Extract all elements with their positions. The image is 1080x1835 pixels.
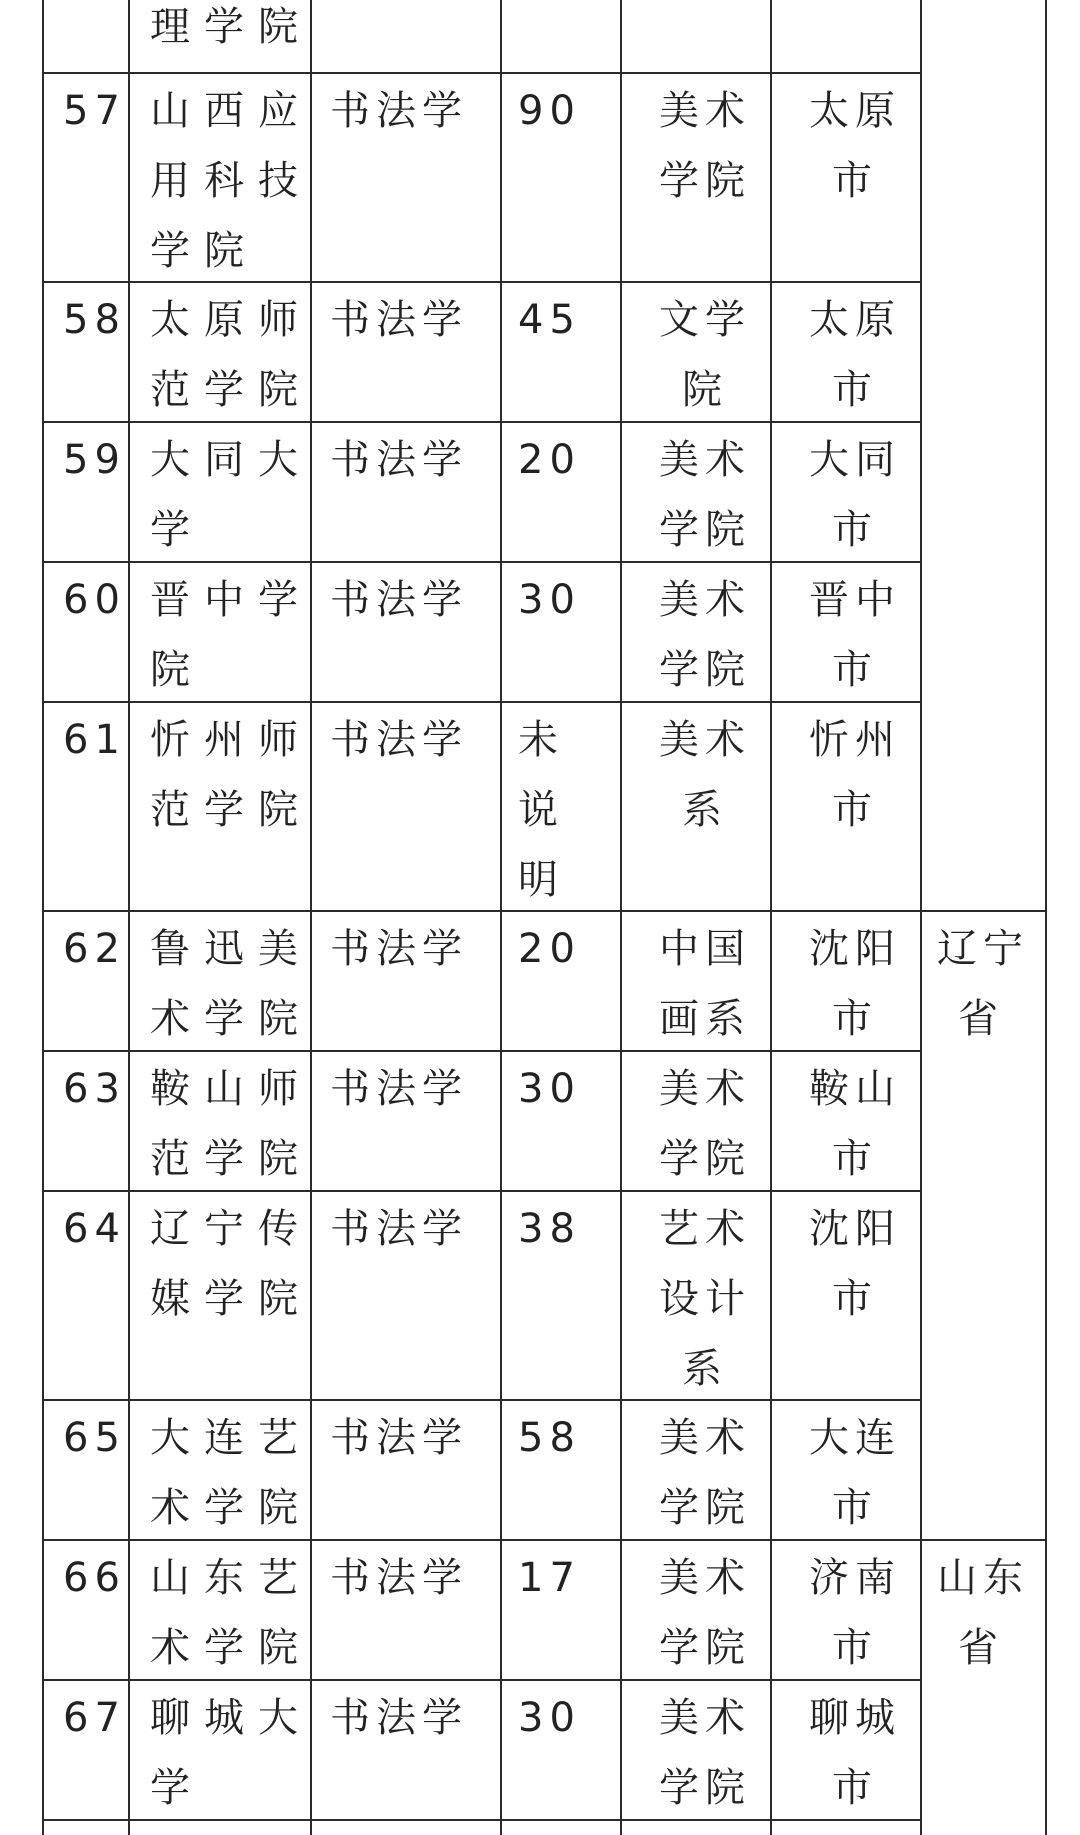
city-cell: 晋中 市 bbox=[809, 577, 901, 693]
school-name-cell: 辽宁传 媒学院 bbox=[150, 1206, 312, 1322]
major-cell: 书法学 bbox=[330, 297, 468, 343]
col-line-right bbox=[1045, 0, 1047, 1835]
department-cell: 美术 系 bbox=[659, 717, 751, 833]
quota-cell: 20 bbox=[518, 437, 581, 483]
province-cell: 辽宁 省 bbox=[937, 926, 1029, 1042]
quota-cell: 38 bbox=[518, 1206, 581, 1252]
col-line-5 bbox=[770, 0, 772, 1835]
quota-cell: 30 bbox=[518, 1695, 581, 1741]
department-cell: 美术 学院 bbox=[659, 437, 751, 553]
school-name-cell: 晋中学 院 bbox=[150, 577, 312, 693]
quota-cell: 58 bbox=[518, 1415, 581, 1461]
province-cell: 山东 省 bbox=[937, 1555, 1029, 1671]
row-number-cell: 67 bbox=[63, 1695, 126, 1741]
city-cell: 聊城 市 bbox=[809, 1695, 901, 1811]
department-cell: 美术 学院 bbox=[659, 577, 751, 693]
row-number-cell: 66 bbox=[63, 1555, 126, 1601]
province-line bbox=[920, 910, 1047, 912]
major-cell: 书法学 bbox=[330, 1695, 468, 1741]
quota-cell: 30 bbox=[518, 577, 581, 623]
row-number-cell: 59 bbox=[63, 437, 126, 483]
row-number-cell: 57 bbox=[63, 88, 126, 134]
quota-cell: 未 说 明 bbox=[518, 717, 564, 903]
row-number-cell: 58 bbox=[63, 297, 126, 343]
city-cell: 大同 市 bbox=[809, 437, 901, 553]
school-name-cell: 忻州师 范学院 bbox=[150, 717, 312, 833]
major-cell: 书法学 bbox=[330, 717, 468, 763]
school-name-cell: 鲁迅美 术学院 bbox=[150, 926, 312, 1042]
department-cell: 美术 学院 bbox=[659, 88, 751, 204]
row-number-cell: 61 bbox=[63, 717, 126, 763]
major-cell: 书法学 bbox=[330, 88, 468, 134]
school-name-cell: 理学院 bbox=[150, 4, 312, 50]
city-cell: 忻州 市 bbox=[809, 717, 901, 833]
col-line-3 bbox=[500, 0, 502, 1835]
school-name-cell: 大连艺 术学院 bbox=[150, 1415, 312, 1531]
row-line bbox=[42, 910, 920, 912]
city-cell: 鞍山 市 bbox=[809, 1066, 901, 1182]
row-number-cell: 63 bbox=[63, 1066, 126, 1112]
quota-cell: 90 bbox=[518, 88, 581, 134]
major-cell: 书法学 bbox=[330, 1415, 468, 1461]
city-cell: 沈阳 市 bbox=[809, 926, 901, 1042]
province-line bbox=[920, 1539, 1047, 1541]
department-cell: 文学 院 bbox=[659, 297, 751, 413]
department-cell: 美术 学院 bbox=[659, 1555, 751, 1671]
row-number-cell: 64 bbox=[63, 1206, 126, 1252]
col-line-4 bbox=[620, 0, 622, 1835]
major-cell: 书法学 bbox=[330, 577, 468, 623]
col-line-left bbox=[42, 0, 44, 1835]
school-name-cell: 聊城大 学 bbox=[150, 1695, 312, 1811]
city-cell: 大连 市 bbox=[809, 1415, 901, 1531]
school-name-cell: 大同大 学 bbox=[150, 437, 312, 553]
major-cell: 书法学 bbox=[330, 1555, 468, 1601]
school-name-cell: 太原师 范学院 bbox=[150, 297, 312, 413]
row-line bbox=[42, 1399, 920, 1401]
col-line-6 bbox=[920, 0, 922, 1835]
row-number-cell: 60 bbox=[63, 577, 126, 623]
city-cell: 太原 市 bbox=[809, 297, 901, 413]
department-cell: 美术 学院 bbox=[659, 1415, 751, 1531]
col-line-1 bbox=[128, 0, 130, 1835]
city-cell: 太原 市 bbox=[809, 88, 901, 204]
row-number-cell: 62 bbox=[63, 926, 126, 972]
school-name-cell: 山东艺 术学院 bbox=[150, 1555, 312, 1671]
quota-cell: 17 bbox=[518, 1555, 581, 1601]
quota-cell: 45 bbox=[518, 297, 581, 343]
major-cell: 书法学 bbox=[330, 437, 468, 483]
department-cell: 美术 学院 bbox=[659, 1695, 751, 1811]
department-cell: 艺术 设计 系 bbox=[659, 1206, 751, 1392]
city-cell: 沈阳 市 bbox=[809, 1206, 901, 1322]
school-name-cell: 山西应 用科技 学院 bbox=[150, 88, 312, 274]
city-cell: 济南 市 bbox=[809, 1555, 901, 1671]
row-line bbox=[42, 72, 920, 74]
department-cell: 美术 学院 bbox=[659, 1066, 751, 1182]
department-cell: 中国 画系 bbox=[659, 926, 751, 1042]
quota-cell: 30 bbox=[518, 1066, 581, 1112]
school-name-cell: 鞍山师 范学院 bbox=[150, 1066, 312, 1182]
major-cell: 书法学 bbox=[330, 926, 468, 972]
row-number-cell: 65 bbox=[63, 1415, 126, 1461]
major-cell: 书法学 bbox=[330, 1066, 468, 1112]
quota-cell: 20 bbox=[518, 926, 581, 972]
major-cell: 书法学 bbox=[330, 1206, 468, 1252]
